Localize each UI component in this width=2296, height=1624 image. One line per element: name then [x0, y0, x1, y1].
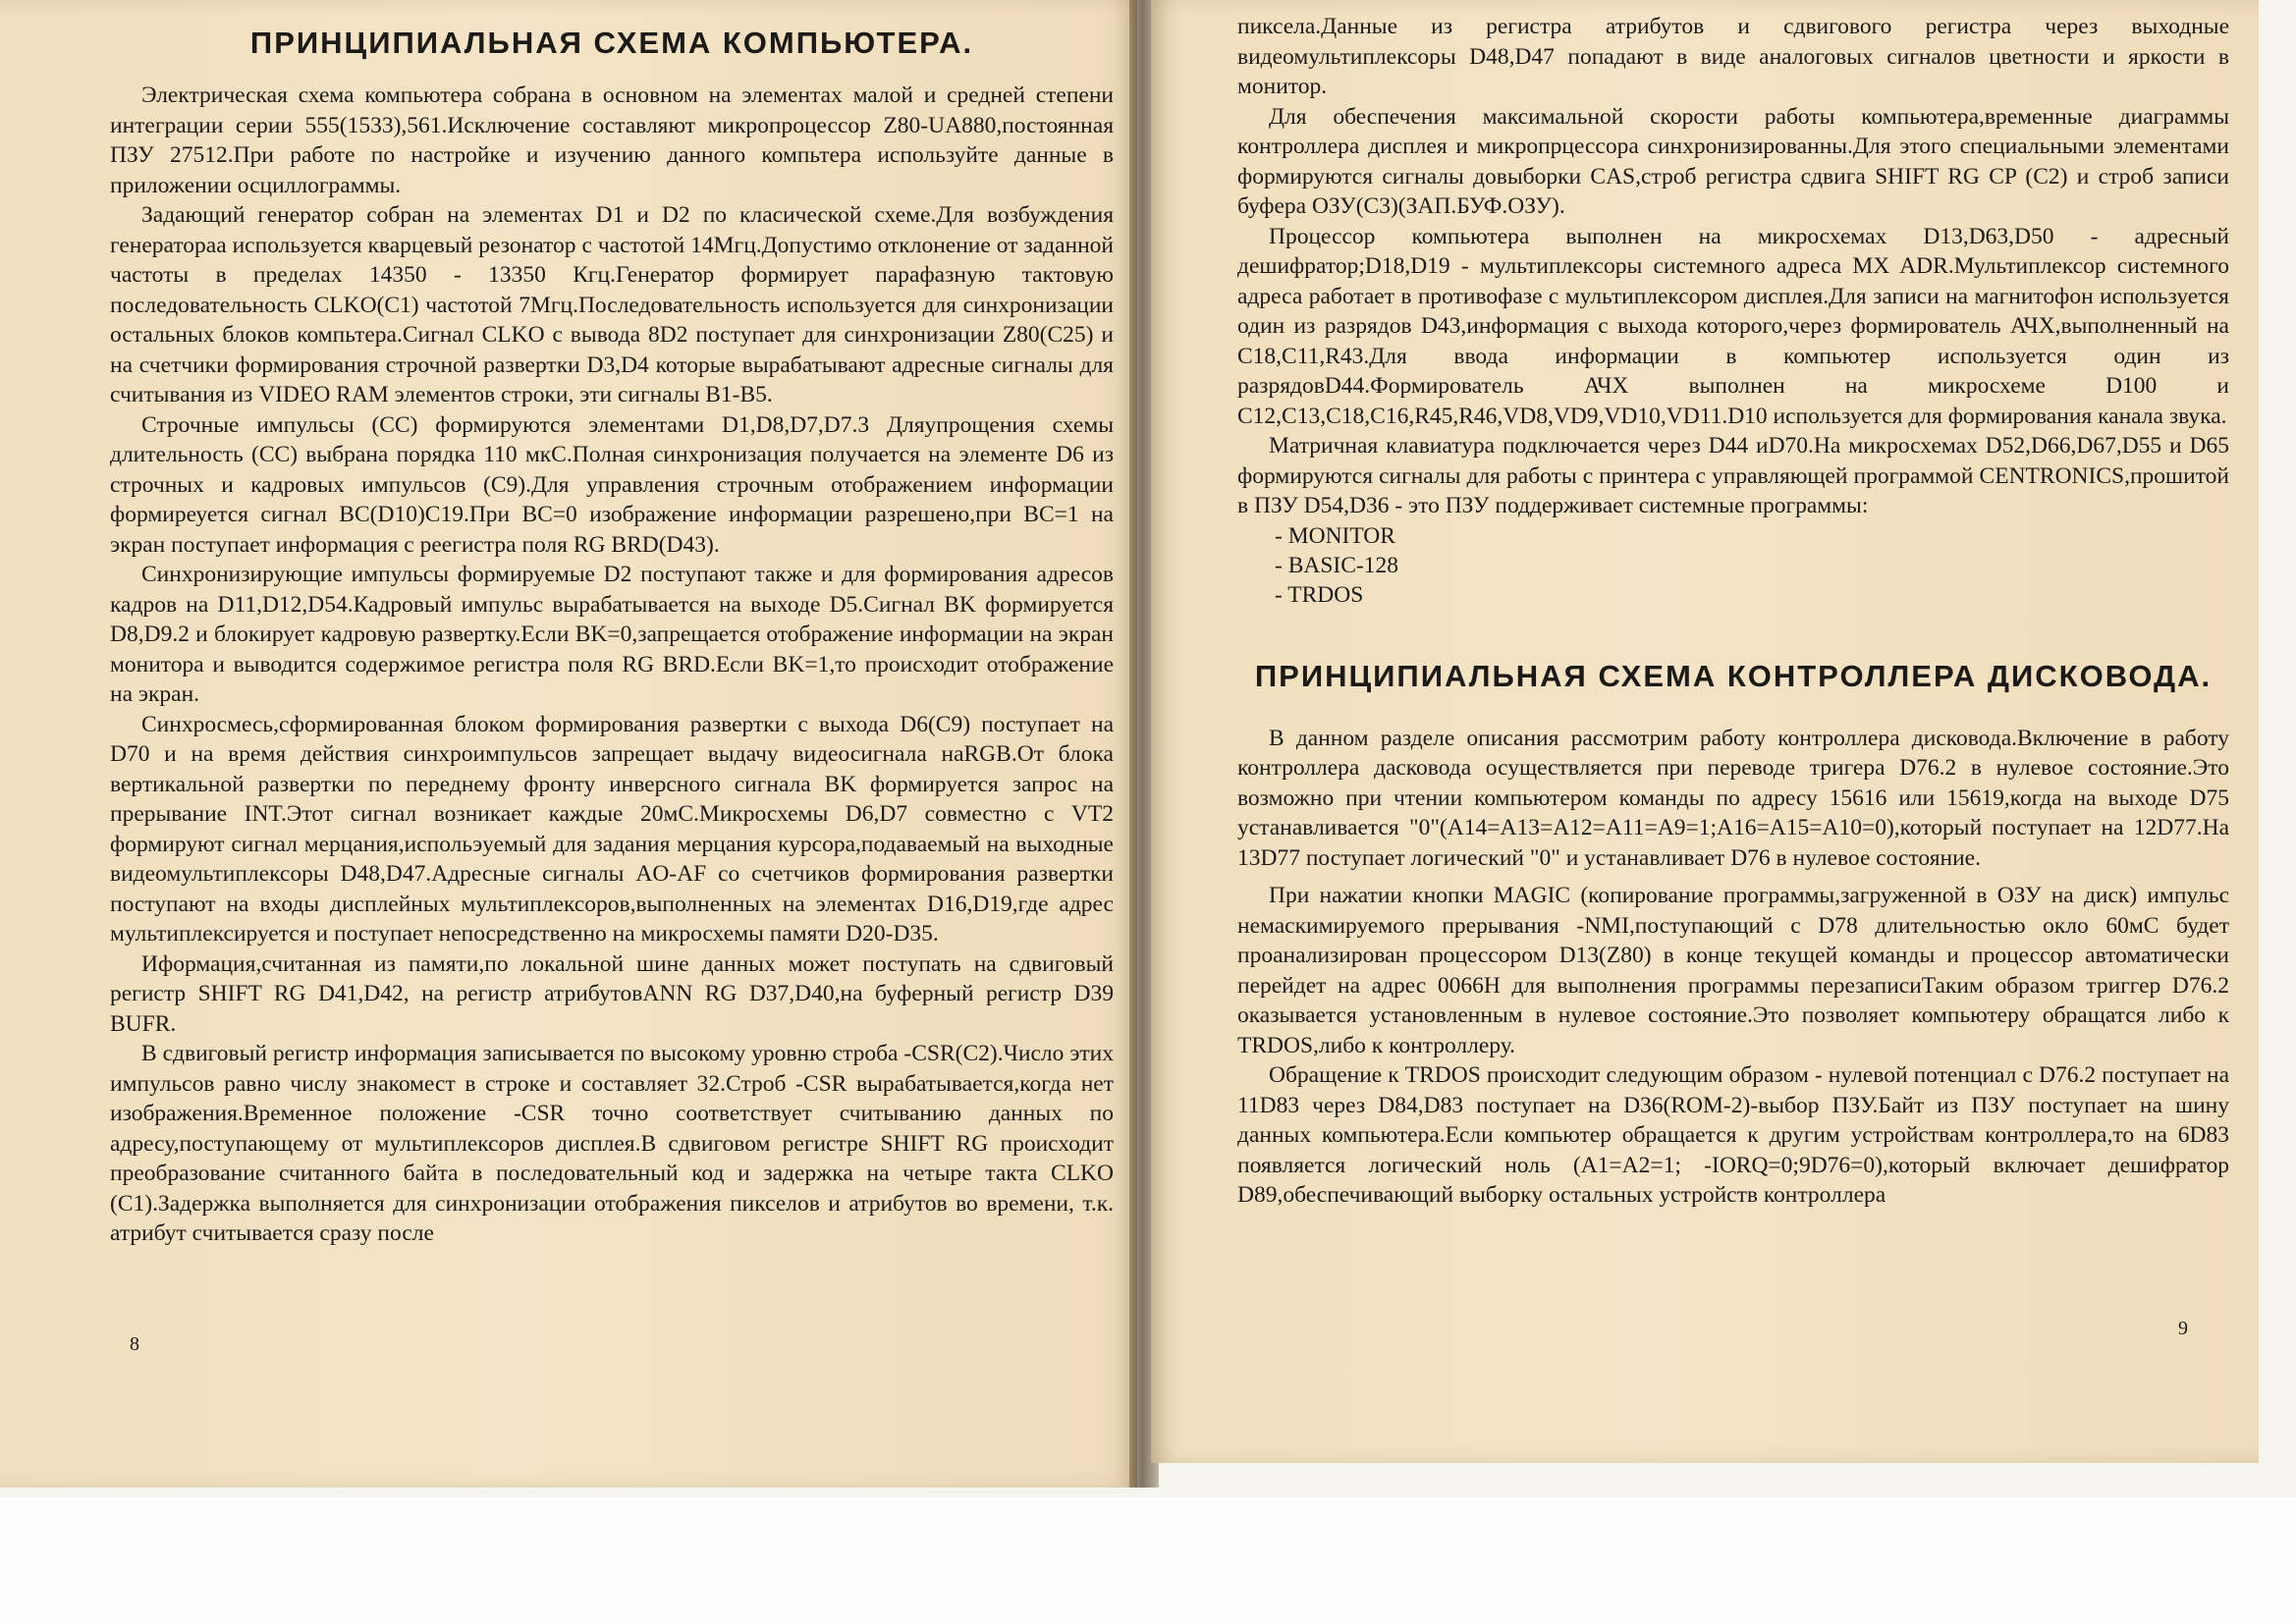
- list-item: - TRDOS: [1275, 581, 1364, 608]
- page-number-right: 9: [2178, 1318, 2188, 1339]
- paragraph: Иформация,считанная из памяти,по локальной шине данных может поступать на сдвиговый регистр SHIFT RG D41,D42, на регистр атрибутовANN RG D37,D40,на буферный регистр D39 BUFR.: [110, 950, 1114, 1037]
- list-item: - MONITOR: [1275, 522, 1395, 549]
- paragraph: Строчные импульсы (СС) формируются элементами D1,D8,D7,D7.3 Дляупрощения схемы длительность (СС) выбрана порядка 110 мкС.Полная синхронизация получается на элементе D6 из строчных и кадровых импульсов (C9).Для управления строчным отображением информации формиреуется сигнал BC(D10)C19.При BC=0 изображение информации разрешено,при BC=1 на экран поступает информация с реегистра поля RG BRD(D43).: [110, 411, 1114, 558]
- list-item: - BASIC-128: [1275, 552, 1398, 578]
- paragraph: Синхросмесь,сформированная блоком формирования развертки с выхода D6(C9) поступает на D70 и на время действия синхроимпульсов запрещает выдачу видеосигнала наRGB.От блока вертикальной развертки по переднему фронту инверсного сигнала BK формируется запрос на прерывание INT.Этот сигнал возникает каждые 20мС.Микросхемы D6,D7 совместно с VT2 формируют сигнал мерцания,испольэуемый для задания мерцания курсора,подаваемый на выходные видеомультиплексоры D48,D47.Адресные сигналы AO-AF со счетчиков формирования развертки поступают на входы дисплейных мультиплексоров,выполненных на элементах D16,D19,где адрес мультиплексируется и поступает непосредственно на микросхемы памяти D20-D35.: [110, 711, 1114, 947]
- paragraph: Электрическая схема компьютера собрана в основном на элементах малой и средней степени интеграции серии 555(1533),561.Исключение составляют микропроцессор Z80-UA880,постоянная ПЗУ 27512.При работе по настройке и изучению данного компьтера используйте данные в приложении осциллограммы.: [110, 82, 1114, 198]
- left-page: [0, 0, 1137, 1488]
- paragraph: В сдвиговый регистр информация записывается по высокому уровню строба -CSR(C2).Число этих импульсов равно числу знакомест в строке и составляет 32.Строб -CSR вырабатывается,когда нет изображения.Временное положение -CSR точно соответствует считыванию данных по адресу,поступающему от мультиплексоров дисплея.В сдвиговом регистре SHIFT RG происходит преобразование считанного байта в последовательный код и задержка на четыре такта CLKO (C1).Задержка выполняется для синхронизации отображения пикселов и атрибутов во времени, т.к. атрибут считывается сразу после: [110, 1041, 1114, 1246]
- system-programs-list: [1237, 521, 2229, 610]
- paragraph: Для обеспечения максимальной скорости работы компьютера,временные диаграммы контроллера дисплея и микропрцессора синхронизированны.Для этого специальными элементами формируются сигналы довыборки CAS,строб регистра сдвига SHIFT RG CP (C2) и строб записи буфера ОЗУ(C3)(ЗАП.БУФ.ОЗУ).: [1237, 103, 2229, 219]
- paragraph: Обращение к TRDOS происходит следующим образом - нулевой потенциал с D76.2 поступает на 11D83 через D84,D83 поступает на D36(ROM-2)-выбор ПЗУ.Байт из ПЗУ поступает на шину данных компьютера.Если компьютер обращается к другим устройствам контроллера,то на 6D83 появляется логический ноль (A1=A2=1; -IORQ=0;9D76=0),который включает дешифратор D89,обеспечивающий выборку остальных устройств контроллера: [1237, 1062, 2229, 1208]
- paragraph: Процессор компьютера выполнен на микросхемах D13,D63,D50 - адресный дешифратор;D18,D19 - мультиплексоры системного адреса MX ADR.Мультиплексор системного адреса работает в противофазе с мультиплексором дисплея.Для записи на магнитофон используется один из разрядов D43,информация с выхода которого,через формирователь АЧХ,выполненный на C18,C11,R43.Для ввода информации в компьютер используется один из разрядовD44.Формирователь АЧХ выполнен на микросхеме D100 и C12,C13,C18,C16,R45,R46,VD8,VD9,VD10,VD11.D10 используется для формирования канала звука.: [1237, 223, 2229, 429]
- paragraph-continued: пиксела.Данные из регистра атрибутов и сдвигового регистра через выходные видеомультиплексоры D48,D47 попадают в виде аналоговых сигналов цветности и яркости в монитор.: [1237, 14, 2229, 99]
- right-page: [1151, 0, 2259, 1463]
- right-page-content: [1237, 12, 2229, 1211]
- left-page-content: [110, 26, 1114, 1249]
- page-number-left: 8: [130, 1333, 139, 1355]
- paragraph: Матричная клавиатура подключается через D44 иD70.На микросхемах D52,D66,D67,D55 и D65 формируются сигналы для работы с принтера с управляющей программой CENTRONICS,прошитой в ПЗУ D54,D36 - это ПЗУ поддерживает системные программы:: [1237, 433, 2229, 518]
- disk-controller-heading: ПРИНЦИПИАЛЬНАЯ СХЕМА КОНТРОЛЛЕРА ДИСКОВОДА.: [1254, 658, 2213, 693]
- paragraph: Синхронизирующие импульсы формируемые D2 поступают также и для формирования адресов кадров на D11,D12,D54.Кадровый импульс вырабатывается на выходе D5.Сигнал BK формируется D8,D9.2 и блокирует кадровую развертку.Если BK=0,запрещается отображение информации на экран монитора и выводится содержимое регистра поля RG BRD.Если BK=1,то происходит отображение на экран.: [110, 562, 1114, 707]
- paragraph: В данном разделе описания рассмотрим работу контроллера дисковода.Включение в работу контроллера дасковода осуществляется при переводе тригера D76.2 в нулевое состояние.Это возможно при чтении компьютером команды по адресу 15616 или 15619,когда на выходе D75 устанавливается "0"(A14=A13=A12=A11=A9=1;A16=A15=A10=0),который поступает на 12D77.На 13D77 поступает логический "0" и устанавливает D76 в нулевое состояние.: [1237, 725, 2229, 871]
- computer-schematic-heading: ПРИНЦИПИАЛЬНАЯ СХЕМА КОМПЬЮТЕРА.: [249, 26, 974, 60]
- paragraph: Задающий генератор собран на элементах D1 и D2 по класической схеме.Для возбуждения генератораа используется кварцевый резонатор с частотой 14Мгц.Допустимо отклонение от заданной частоты в пределах 14350 - 13350 Кгц.Генератор формирует парафазную тактовую последовательность CLKO(C1) частотой 7Мгц.Последовательность используется для синхронизации остальных блоков компьтера.Сигнал CLKO с вывода 8D2 поступает для синхронизации Z80(C25) и на счетчики формирования строчной развертки D3,D4 которые вырабатывают адресные сигналы для считывания из VIDEO RAM элементов строки, эти сигналы B1-B5.: [110, 202, 1114, 407]
- paragraph: При нажатии кнопки MAGIC (копирование программы,загруженной в ОЗУ на диск) импульс немаскимируемого прерывания -NMI,поступающий с D78 длительностью окло 60мС будет проанализирован процессором D13(Z80) в конце текущей команды и процессор автоматически перейдет на адрес 0066H для выполнения программы перезаписиТаким образом триггер D76.2 оказывается установленным в нулевое состояние.Это позволяет компьютеру обращатся либо к TRDOS,либо к контроллеру.: [1237, 883, 2229, 1058]
